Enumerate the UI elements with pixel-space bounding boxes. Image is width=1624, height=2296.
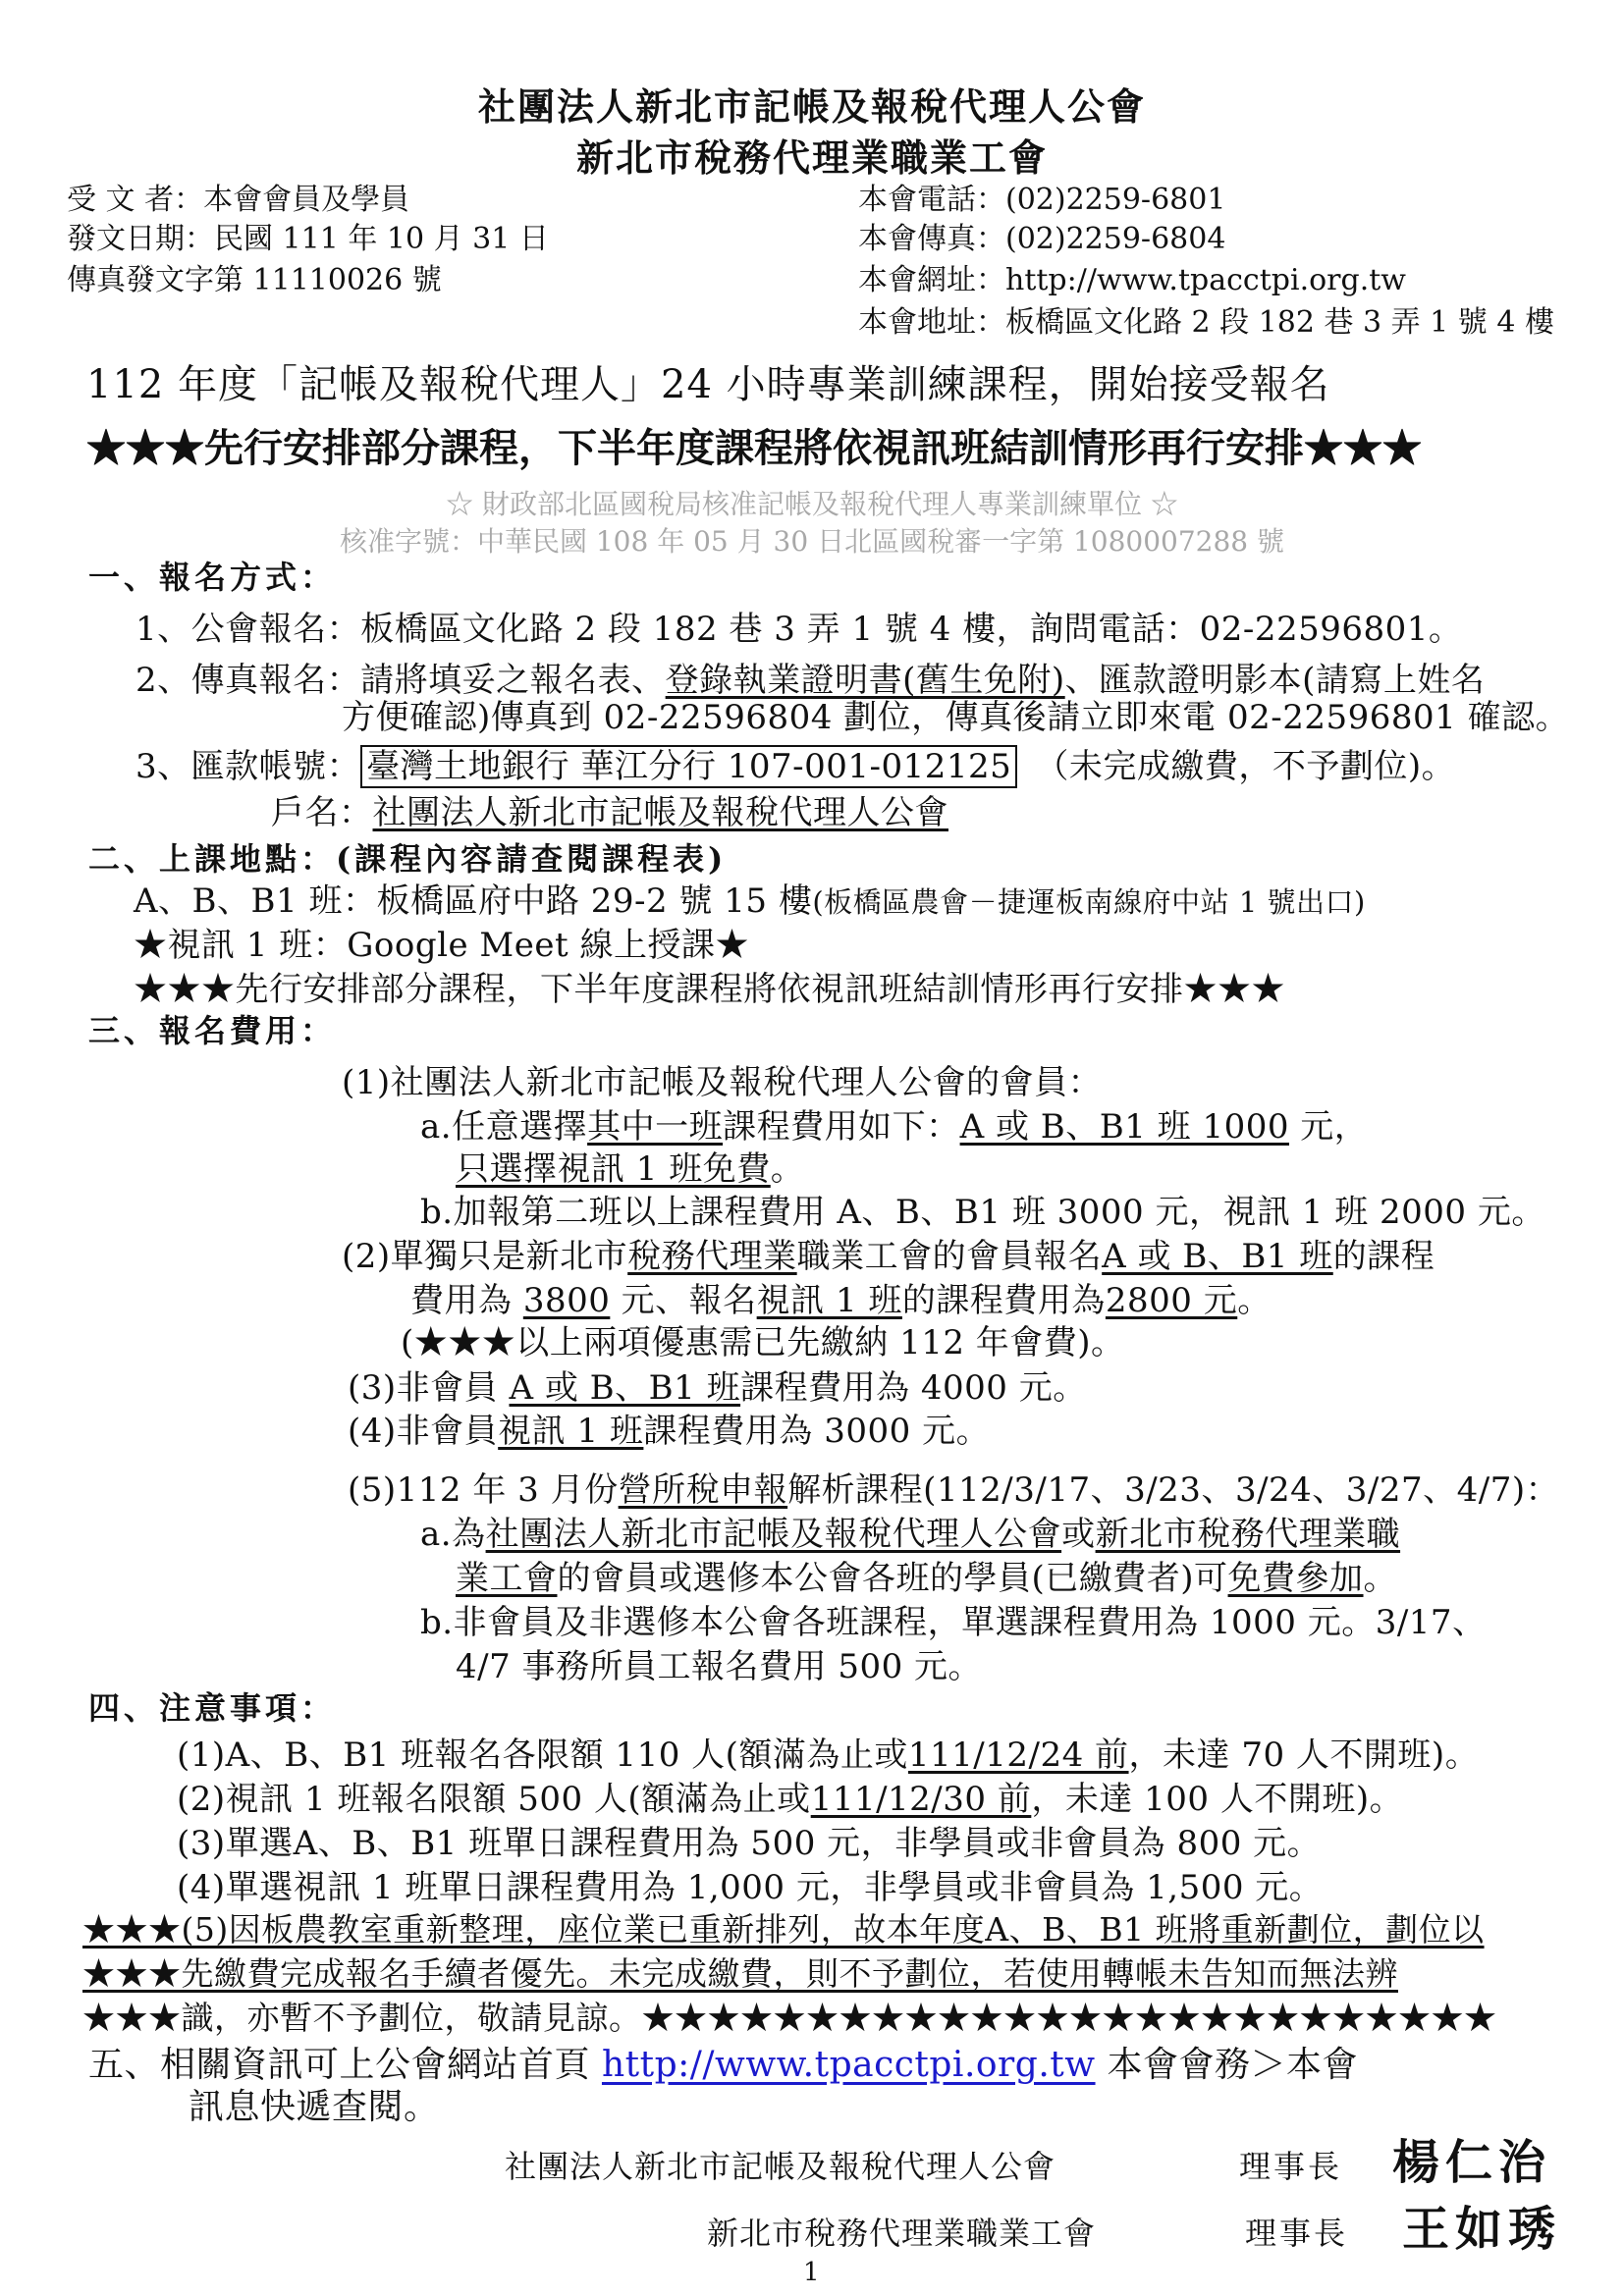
sec1-item-3 <box>135 739 1455 787</box>
bank-account-box: 臺灣土地銀行 華江分行 107-001-012125 <box>360 745 1017 788</box>
fee-item-5a-cont <box>456 1551 1397 1599</box>
note-1-deadline: 111/12/24 前 <box>907 1735 1129 1775</box>
org-title-1: 社團法人新北市記帳及報稅代理人公會 <box>477 84 1146 129</box>
sec1-item-3-label: 3、匯款帳號： <box>135 747 361 786</box>
fee-item-1: (1)社團法人新北市記帳及報稅代理人公會的會員： <box>342 1063 1103 1102</box>
fee-2-price-3800: 3800 <box>522 1281 611 1320</box>
fee-5a-union-cont: 業工會 <box>456 1559 558 1598</box>
fax-line: 本會傳真：(02)2259-6804 <box>858 222 1226 256</box>
fee-2-text-8: 元、報名 <box>610 1281 757 1320</box>
note-2-deadline: 111/12/30 前 <box>810 1780 1032 1819</box>
signature-org-2: 新北市稅務代理業職業工會 <box>707 2215 1097 2252</box>
payee-label: 戶名： <box>271 793 373 832</box>
phone-line: 本會電話：(02)2259-6801 <box>858 183 1226 217</box>
fee-item-2-cont <box>410 1273 1272 1321</box>
fee-2-text-3: 職業工會的會員報名 <box>796 1237 1103 1276</box>
fee-item-5b: b.非會員及非選修本公會各班課程，單選課程費用為 1000 元。3/17、 <box>420 1603 1487 1642</box>
sec1-payee <box>271 785 948 833</box>
fee-2-text-5: 的課程 <box>1332 1237 1435 1276</box>
website-line: 本會網址：http://www.tpacctpi.org.tw <box>858 263 1406 297</box>
sec1-item-2-text-a: 2、傳真報名：請將填妥之報名表、 <box>135 661 666 700</box>
section-3-heading: 三、報名費用： <box>88 1012 337 1049</box>
fee-2-text-6: 費用為 <box>410 1281 513 1320</box>
payee-name: 社團法人新北市記帳及報稅代理人公會 <box>372 793 948 832</box>
fee-2-text-10: 的課程費用為 <box>901 1281 1106 1320</box>
note-1-text-1: (1)A、B、B1 班報名各限額 110 人(額滿為止或 <box>177 1735 908 1775</box>
fee-item-1a-cont <box>456 1142 804 1190</box>
sec2-location-note: (板橋區農會－捷運板南線府中站 1 號出口) <box>812 885 1366 919</box>
sec2-location: A、B、B1 班：板橋區府中路 29-2 號 15 樓 <box>134 881 813 921</box>
sub-title: ★★★先行安排部分課程，下半年度課程將依視訊班結訓情形再行安排★★★ <box>86 425 1422 471</box>
note-5-line-3: ★★★識，亦暫不予劃位，敬請見諒。★★★★★★★★★★★★★★★★★★★★★★★★★★ <box>82 1999 1497 2037</box>
fee-5a-text-1: a.為 <box>420 1515 486 1554</box>
signature-title-2: 理事長 <box>1245 2215 1349 2252</box>
fee-item-5a <box>420 1507 1400 1555</box>
fee-3-text-3: 課程費用為 4000 元。 <box>740 1368 1087 1408</box>
website-link[interactable]: http://www.tpacctpi.org.tw <box>601 2045 1096 2085</box>
note-3: (3)單選A、B、B1 班單日課程費用為 500 元，非學員或非會員為 800 元。 <box>177 1824 1322 1863</box>
fee-5a-text-6: 的會員或選修本公會各班的學員(已繳費者)可 <box>557 1559 1228 1598</box>
signature-name-2: 王如琇 <box>1402 2202 1562 2257</box>
note-1-text-3: ，未達 70 人不開班)。 <box>1128 1735 1480 1775</box>
note-2 <box>177 1772 1403 1820</box>
note-1 <box>177 1728 1479 1776</box>
fee-4-video: 視訊 1 班 <box>498 1412 644 1451</box>
note-2-text-3: ，未達 100 人不開班)。 <box>1031 1780 1404 1819</box>
sec1-item-2-text-c: 、匯款證明影本(請寫上姓名 <box>1064 661 1486 700</box>
fee-3-text-1: (3)非會員 <box>348 1368 499 1408</box>
page-number: 1 <box>803 2258 820 2287</box>
fee-2-video: 視訊 1 班 <box>756 1281 902 1320</box>
section-2-heading: 二、上課地點：(課程內容請查閱課程表) <box>88 840 728 878</box>
fee-5a-assoc: 社團法人新北市記帳及報稅代理人公會 <box>485 1515 1062 1554</box>
fee-item-3 <box>348 1361 1087 1409</box>
fee-1a-text-7: 。 <box>770 1149 805 1189</box>
signature-org-1: 社團法人新北市記帳及報稅代理人公會 <box>505 2148 1056 2185</box>
doc-number-line: 傳真發文字第 11110026 號 <box>67 263 442 297</box>
fee-item-5 <box>348 1463 1559 1511</box>
address-line: 本會地址：板橋區文化路 2 段 182 巷 3 弄 1 號 4 樓 <box>858 305 1554 340</box>
note-4: (4)單選視訊 1 班單日課程費用為 1,000 元，非學員或非會員為 1,500 元。 <box>177 1868 1324 1907</box>
sec2-line-3: ★★★先行安排部分課程，下半年度課程將依視訊班結訓情形再行安排★★★ <box>134 970 1285 1009</box>
fee-2-text-12: 。 <box>1237 1281 1272 1320</box>
note-2-text-1: (2)視訊 1 班報名限額 500 人(額滿為止或 <box>177 1780 811 1819</box>
section-4-heading: 四、注意事項： <box>88 1689 337 1727</box>
fee-4-text-1: (4)非會員 <box>348 1412 499 1451</box>
fee-1a-price: A 或 B、B1 班 1000 <box>959 1107 1289 1147</box>
fee-item-5b-cont: 4/7 事務所員工報名費用 500 元。 <box>456 1647 983 1686</box>
fee-1a-text-3: 課程費用如下： <box>723 1107 960 1147</box>
sec2-line-2: ★視訊 1 班：Google Meet 線上授課★ <box>134 926 749 965</box>
signature-name-1: 楊仁治 <box>1392 2135 1552 2190</box>
note-5-line-2: ★★★先繳費完成報名手續者優先。未完成繳費，則不予劃位，若使用轉帳未告知而無法辨 <box>82 1954 1398 1993</box>
fee-2-text-1: (2)單獨只是新北市 <box>342 1237 628 1276</box>
fee-5-tax-filing: 營所稅申報 <box>618 1470 788 1510</box>
fee-2-price-2800: 2800 元 <box>1105 1281 1238 1320</box>
note-5-line-1: ★★★(5)因板農教室重新整理，座位業已重新排列，故本年度A、B、B1 班將重新劃位，劃位以 <box>82 1910 1485 1949</box>
fee-2-union: 稅務代理業 <box>627 1237 797 1276</box>
fee-1a-one-class: 其中一班 <box>587 1107 724 1147</box>
main-title: 112 年度「記帳及報稅代理人」24 小時專業訓練課程，開始接受報名 <box>86 362 1330 407</box>
fee-1a-text-5: 元， <box>1289 1107 1369 1147</box>
sec5-text-b: 本會會務＞本會 <box>1095 2045 1358 2085</box>
sec2-line-1 <box>134 874 1366 922</box>
fee-5-text-1: (5)112 年 3 月份 <box>348 1470 619 1510</box>
fee-5a-text-8: 。 <box>1363 1559 1398 1598</box>
approval-line-2: 核准字號：中華民國 108 年 05 月 30 日北區國稅審一字第 1080007288 號 <box>339 525 1285 558</box>
fee-5-text-3: 解析課程(112/3/17、3/23、3/24、3/27、4/7)： <box>787 1470 1560 1510</box>
fee-4-text-3: 課程費用為 3000 元。 <box>643 1412 991 1451</box>
fee-item-2 <box>342 1229 1435 1277</box>
fee-item-1b: b.加報第二班以上課程費用 A、B、B1 班 3000 元，視訊 1 班 2000 元。 <box>420 1193 1545 1232</box>
fee-5a-union: 新北市稅務代理業職 <box>1095 1515 1401 1554</box>
fee-item-2-note: (★★★以上兩項優惠需已先繳納 112 年會費)。 <box>401 1323 1125 1362</box>
fee-3-classes: A 或 B、B1 班 <box>509 1368 741 1408</box>
fee-item-4 <box>348 1404 990 1452</box>
sec5-text-a: 五、相關資訊可上公會網站首頁 <box>88 2045 602 2085</box>
org-title-2: 新北市稅務代理業職業工會 <box>575 135 1048 180</box>
signature-title-1: 理事長 <box>1239 2148 1343 2185</box>
fee-1a-video-free: 只選擇視訊 1 班免費 <box>456 1149 771 1189</box>
fee-5a-free: 免費參加 <box>1227 1559 1364 1598</box>
sec1-item-2-cont: 方便確認)傳真到 02-22596804 劃位，傳真後請立即來電 02-22596801 確認。 <box>342 698 1570 737</box>
approval-line-1: ☆ 財政部北區國稅局核准記帳及報稅代理人專業訓練單位 ☆ <box>446 488 1178 520</box>
sec1-item-2-cert: 登錄執業證明書(舊生免附) <box>665 661 1065 700</box>
fee-item-1a <box>420 1099 1368 1148</box>
sec1-item-3-note: （未完成繳費，不予劃位)。 <box>1035 747 1456 786</box>
sec1-item-1: 1、公會報名：板橋區文化路 2 段 182 巷 3 弄 1 號 4 樓，詢問電話：02-22596801。 <box>135 610 1463 649</box>
fee-5a-text-3: 或 <box>1061 1515 1096 1554</box>
issue-date-line: 發文日期：民國 111 年 10 月 31 日 <box>67 222 549 256</box>
fee-2-classes: A 或 B、B1 班 <box>1102 1237 1333 1276</box>
section-5-line-2: 訊息快遞查閱。 <box>189 2087 440 2127</box>
section-1-heading: 一、報名方式： <box>88 559 337 596</box>
fee-1a-text-1: a.任意選擇 <box>420 1107 588 1147</box>
recipient-line: 受 文 者：本會會員及學員 <box>67 183 410 217</box>
